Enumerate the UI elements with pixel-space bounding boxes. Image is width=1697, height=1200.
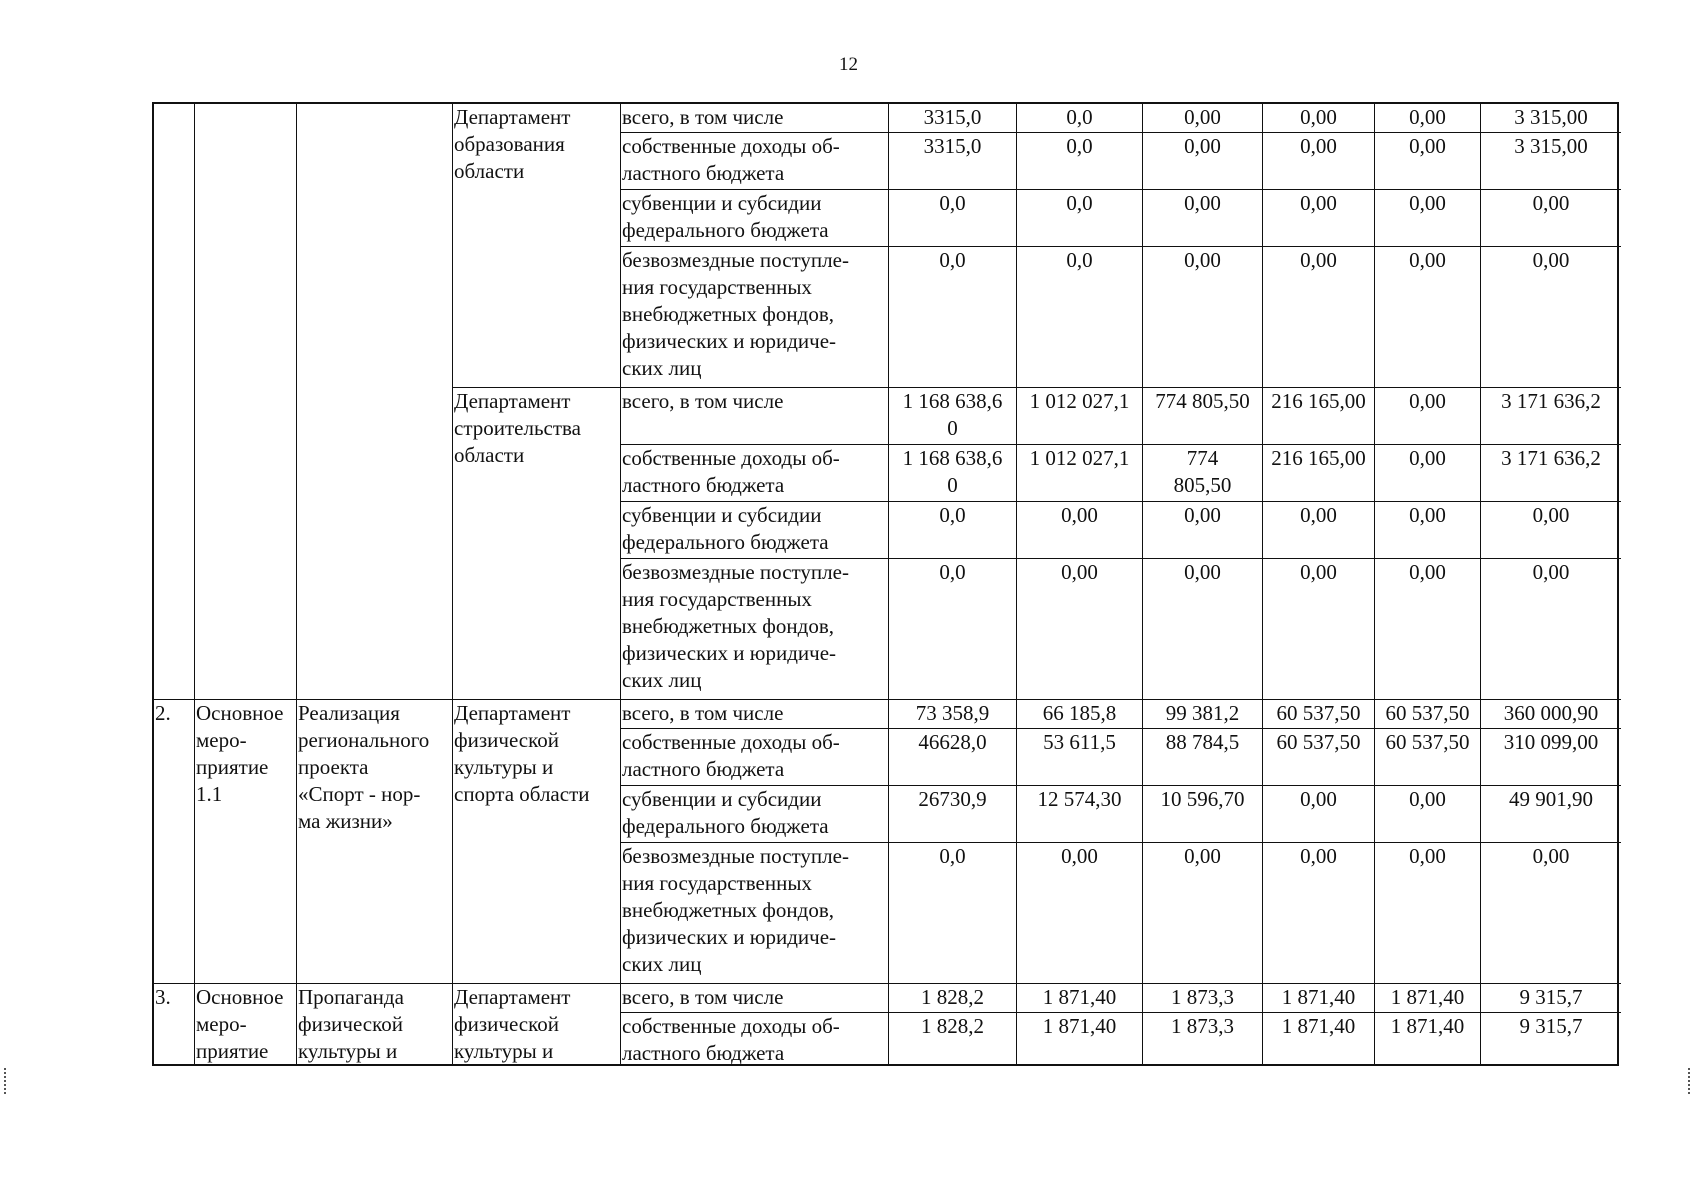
value-cell: 1 871,40 — [1017, 1013, 1143, 1064]
value-cell: 1 873,3 — [1143, 984, 1263, 1013]
total-cell: 360 000,90 — [1481, 700, 1621, 729]
value-cell: 0,00 — [1143, 559, 1263, 700]
funding-source-label: собственные доходы об- ластного бюджета — [621, 1013, 889, 1064]
value-cell: 1 871,40 — [1375, 984, 1481, 1013]
funding-source-label: всего, в том числе — [621, 984, 889, 1013]
value-cell: 0,00 — [1143, 190, 1263, 247]
page-number: 12 — [839, 54, 858, 75]
activity-title-cell — [297, 104, 453, 700]
value-cell: 216 165,00 — [1263, 445, 1375, 502]
value-cell: 1 871,40 — [1017, 984, 1143, 1013]
value-cell: 0,00 — [1375, 786, 1481, 843]
value-cell: 1 012 027,1 — [1017, 388, 1143, 445]
funding-source-label: субвенции и субсидии федерального бюджета — [621, 502, 889, 559]
department-cell: Департамент физической культуры и спорта области — [453, 700, 621, 984]
value-cell: 1 168 638,6 0 — [889, 388, 1017, 445]
value-cell: 0,00 — [1375, 445, 1481, 502]
department-cell: Департамент образования области — [453, 104, 621, 388]
value-cell: 1 871,40 — [1375, 1013, 1481, 1064]
value-cell: 0,0 — [889, 247, 1017, 388]
value-cell: 99 381,2 — [1143, 700, 1263, 729]
scan-edge-mark — [4, 1068, 8, 1094]
total-cell: 0,00 — [1481, 247, 1621, 388]
value-cell: 26730,9 — [889, 786, 1017, 843]
value-cell: 0,00 — [1263, 133, 1375, 190]
funding-source-label: субвенции и субсидии федерального бюджета — [621, 786, 889, 843]
value-cell: 0,00 — [1017, 559, 1143, 700]
value-cell: 0,00 — [1375, 104, 1481, 133]
funding-source-label: безвозмездные поступле- ния государственных внебюджетных фондов, физических и юридиче- ских лиц — [621, 247, 889, 388]
total-cell: 3 171 636,2 — [1481, 445, 1621, 502]
value-cell: 1 012 027,1 — [1017, 445, 1143, 502]
value-cell: 60 537,50 — [1263, 729, 1375, 786]
value-cell: 0,00 — [1263, 104, 1375, 133]
total-cell: 0,00 — [1481, 190, 1621, 247]
value-cell: 60 537,50 — [1375, 729, 1481, 786]
value-cell: 88 784,5 — [1143, 729, 1263, 786]
value-cell: 0,00 — [1263, 190, 1375, 247]
funding-source-label: всего, в том числе — [621, 700, 889, 729]
value-cell: 1 873,3 — [1143, 1013, 1263, 1064]
activity-kind-cell: Основное меро- приятие 1.1 — [195, 700, 297, 984]
value-cell: 0,0 — [1017, 104, 1143, 133]
value-cell: 0,00 — [1263, 559, 1375, 700]
value-cell: 66 185,8 — [1017, 700, 1143, 729]
value-cell: 0,00 — [1375, 559, 1481, 700]
total-cell: 9 315,7 — [1481, 984, 1621, 1013]
department-cell: Департамент строительства области — [453, 388, 621, 700]
total-cell: 3 315,00 — [1481, 133, 1621, 190]
value-cell: 774 805,50 — [1143, 445, 1263, 502]
value-cell: 0,00 — [1017, 502, 1143, 559]
activity-title-cell: Реализация регионального проекта «Спорт - нор- ма жизни» — [297, 700, 453, 984]
value-cell: 0,00 — [1263, 843, 1375, 984]
value-cell: 0,00 — [1375, 843, 1481, 984]
value-cell: 60 537,50 — [1375, 700, 1481, 729]
funding-source-label: субвенции и субсидии федерального бюджета — [621, 190, 889, 247]
value-cell: 0,00 — [1375, 133, 1481, 190]
total-cell: 0,00 — [1481, 559, 1621, 700]
row-index-cell: 2. — [154, 700, 195, 984]
value-cell: 1 168 638,6 0 — [889, 445, 1017, 502]
value-cell: 0,00 — [1375, 388, 1481, 445]
value-cell: 0,00 — [1143, 133, 1263, 190]
value-cell: 0,0 — [889, 502, 1017, 559]
funding-source-label: безвозмездные поступле- ния государственных внебюджетных фондов, физических и юридиче- ских лиц — [621, 843, 889, 984]
value-cell: 0,00 — [1375, 247, 1481, 388]
value-cell: 0,00 — [1263, 502, 1375, 559]
total-cell: 3 171 636,2 — [1481, 388, 1621, 445]
funding-source-label: всего, в том числе — [621, 388, 889, 445]
funding-source-label: собственные доходы об- ластного бюджета — [621, 133, 889, 190]
value-cell: 1 828,2 — [889, 984, 1017, 1013]
row-index-cell: 3. — [154, 984, 195, 1064]
row-index-cell — [154, 104, 195, 700]
value-cell: 46628,0 — [889, 729, 1017, 786]
activity-kind-cell — [195, 104, 297, 700]
funding-source-label: собственные доходы об- ластного бюджета — [621, 445, 889, 502]
value-cell: 0,00 — [1017, 843, 1143, 984]
value-cell: 0,0 — [1017, 247, 1143, 388]
total-cell: 0,00 — [1481, 502, 1621, 559]
value-cell: 1 871,40 — [1263, 984, 1375, 1013]
funding-source-label: всего, в том числе — [621, 104, 889, 133]
total-cell: 49 901,90 — [1481, 786, 1621, 843]
value-cell: 216 165,00 — [1263, 388, 1375, 445]
value-cell: 53 611,5 — [1017, 729, 1143, 786]
activity-title-cell: Пропаганда физической культуры и — [297, 984, 453, 1064]
funding-source-label: безвозмездные поступле- ния государственных внебюджетных фондов, физических и юридиче- ских лиц — [621, 559, 889, 700]
total-cell: 310 099,00 — [1481, 729, 1621, 786]
value-cell: 0,0 — [889, 190, 1017, 247]
value-cell: 0,0 — [889, 559, 1017, 700]
activity-kind-cell: Основное меро- приятие — [195, 984, 297, 1064]
funding-source-label: собственные доходы об- ластного бюджета — [621, 729, 889, 786]
value-cell: 12 574,30 — [1017, 786, 1143, 843]
value-cell: 0,00 — [1375, 190, 1481, 247]
value-cell: 0,0 — [1017, 133, 1143, 190]
value-cell: 0,00 — [1143, 104, 1263, 133]
value-cell: 0,0 — [889, 843, 1017, 984]
total-cell: 0,00 — [1481, 843, 1621, 984]
department-cell: Департамент физической культуры и — [453, 984, 621, 1064]
value-cell: 1 871,40 — [1263, 1013, 1375, 1064]
value-cell: 1 828,2 — [889, 1013, 1017, 1064]
value-cell: 0,0 — [1017, 190, 1143, 247]
value-cell: 0,00 — [1375, 502, 1481, 559]
budget-table — [152, 102, 1619, 1066]
value-cell: 3315,0 — [889, 133, 1017, 190]
value-cell: 0,00 — [1143, 843, 1263, 984]
scan-edge-mark — [1688, 1068, 1692, 1094]
value-cell: 60 537,50 — [1263, 700, 1375, 729]
value-cell: 0,00 — [1263, 247, 1375, 388]
value-cell: 3315,0 — [889, 104, 1017, 133]
value-cell: 0,00 — [1143, 247, 1263, 388]
value-cell: 0,00 — [1263, 786, 1375, 843]
total-cell: 3 315,00 — [1481, 104, 1621, 133]
value-cell: 10 596,70 — [1143, 786, 1263, 843]
value-cell: 0,00 — [1143, 502, 1263, 559]
value-cell: 73 358,9 — [889, 700, 1017, 729]
total-cell: 9 315,7 — [1519, 1014, 1583, 1038]
value-cell: 774 805,50 — [1143, 388, 1263, 445]
